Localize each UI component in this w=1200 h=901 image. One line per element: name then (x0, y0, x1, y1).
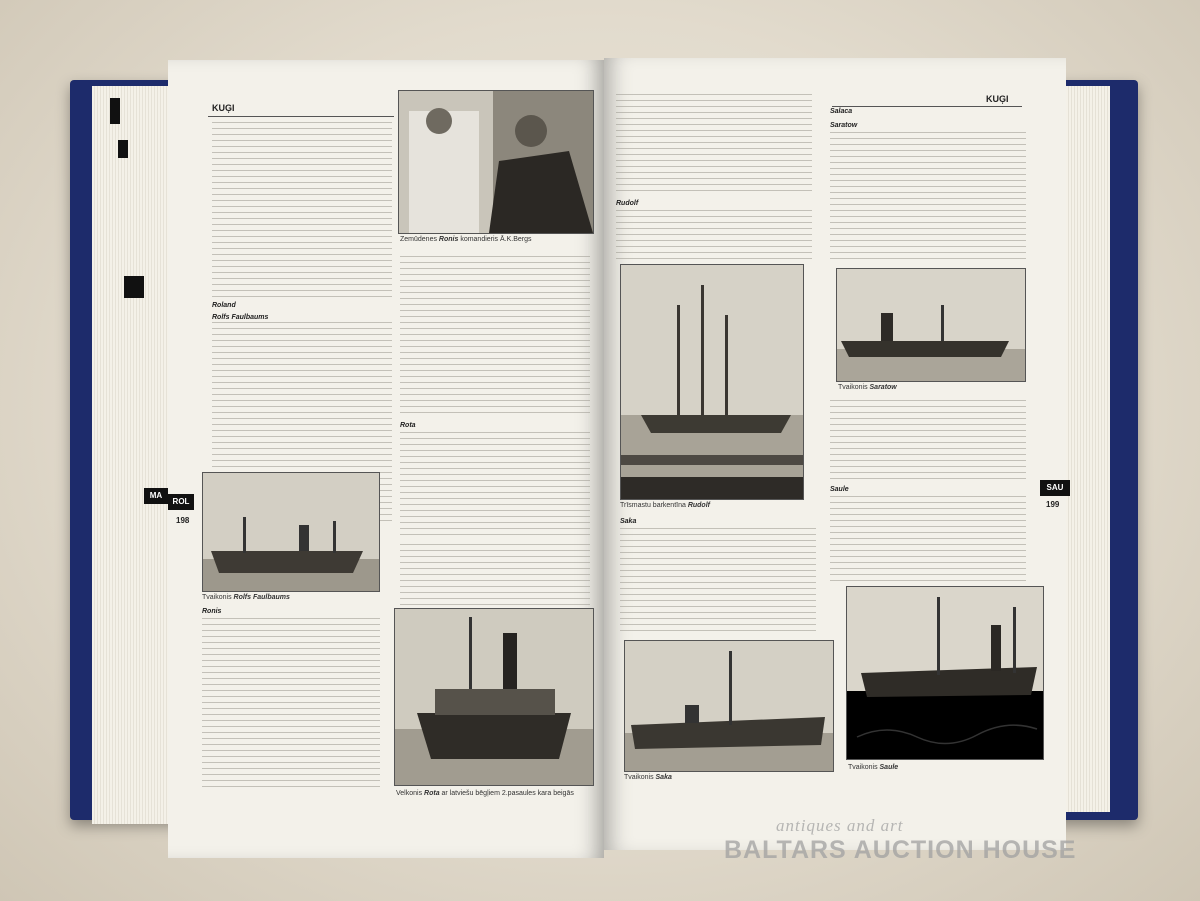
caption-ship-name: Rudolf (687, 502, 710, 509)
photo-rota (394, 608, 594, 786)
index-tab (110, 98, 120, 124)
caption-saratow (838, 384, 897, 391)
text-column (400, 544, 590, 618)
text-column (400, 432, 590, 536)
entry-head: Rota (400, 422, 416, 429)
caption-commander (400, 236, 532, 243)
right-page-stack (1066, 86, 1110, 812)
right-page (604, 58, 1066, 850)
text-column (616, 210, 812, 260)
caption-prefix: Tvaikonis (848, 764, 880, 771)
right-header: KUĢI (986, 94, 1009, 104)
photo-rudolf (620, 264, 804, 500)
watermark-brand: BALTARS AUCTION HOUSE (724, 836, 1077, 864)
photo-saratow (836, 268, 1026, 382)
text-column (202, 618, 380, 792)
text-column (830, 132, 1026, 262)
page-number: 198 (176, 516, 190, 525)
entry-head: Roland (212, 302, 236, 309)
left-page (168, 60, 604, 858)
text-column (830, 496, 1026, 586)
caption-saule (848, 764, 898, 771)
left-page-stack (92, 86, 170, 824)
caption-ship-name: Saka (655, 774, 672, 781)
caption-ship-name: Ronis (438, 236, 459, 243)
photo-commander (398, 90, 594, 234)
photo-rolfs-faulbaums (202, 472, 380, 592)
caption-prefix: Tvaikonis (838, 384, 870, 391)
thumb-tab-edge: MA (144, 488, 168, 504)
text-column (616, 94, 812, 194)
thumb-tab: ROL (168, 494, 194, 510)
caption-saka (624, 774, 672, 781)
entry-head: Saratow (830, 122, 858, 129)
caption-prefix: Zemūdenes (400, 236, 439, 243)
watermark-tagline: antiques and art (776, 816, 904, 835)
entry-head: Rudolf (616, 200, 639, 207)
caption-prefix: Tvaikonis (624, 774, 656, 781)
page-number: 199 (1046, 500, 1060, 509)
text-column (212, 122, 392, 300)
caption-rolfs (202, 594, 290, 601)
text-column (830, 400, 1026, 480)
header-rule (208, 116, 394, 117)
entry-head: Ronis (202, 608, 222, 615)
entry-head: Saule (830, 486, 849, 493)
entry-head: Saka (620, 518, 637, 525)
caption-suffix: komandieris Ā.K.Bergs (458, 236, 532, 243)
caption-ship-name: Saratow (869, 384, 897, 391)
entry-head: Rolfs Faulbaums (212, 314, 269, 321)
thumb-tab: SAU (1040, 480, 1070, 496)
left-header: KUĢI (212, 103, 235, 113)
caption-suffix: ar latviešu bēgļiem 2.pasaules kara beigās (439, 790, 574, 797)
caption-ship-name: Rolfs Faulbaums (233, 594, 290, 601)
caption-prefix: Velkonis (396, 790, 425, 797)
text-column (620, 528, 816, 632)
index-tab (118, 140, 128, 158)
caption-prefix: Trīsmastu barkentīna (620, 502, 688, 509)
caption-ship-name: Saule (879, 764, 899, 771)
caption-rudolf (620, 502, 710, 509)
header-rule (832, 106, 1022, 107)
text-column (400, 256, 590, 416)
index-tab (124, 276, 144, 298)
photo-saule (846, 586, 1044, 760)
photo-saka (624, 640, 834, 772)
entry-head: Salaca (830, 108, 853, 115)
caption-ship-name: Rota (424, 790, 440, 797)
caption-rota (396, 790, 574, 797)
caption-prefix: Tvaikonis (202, 594, 234, 601)
